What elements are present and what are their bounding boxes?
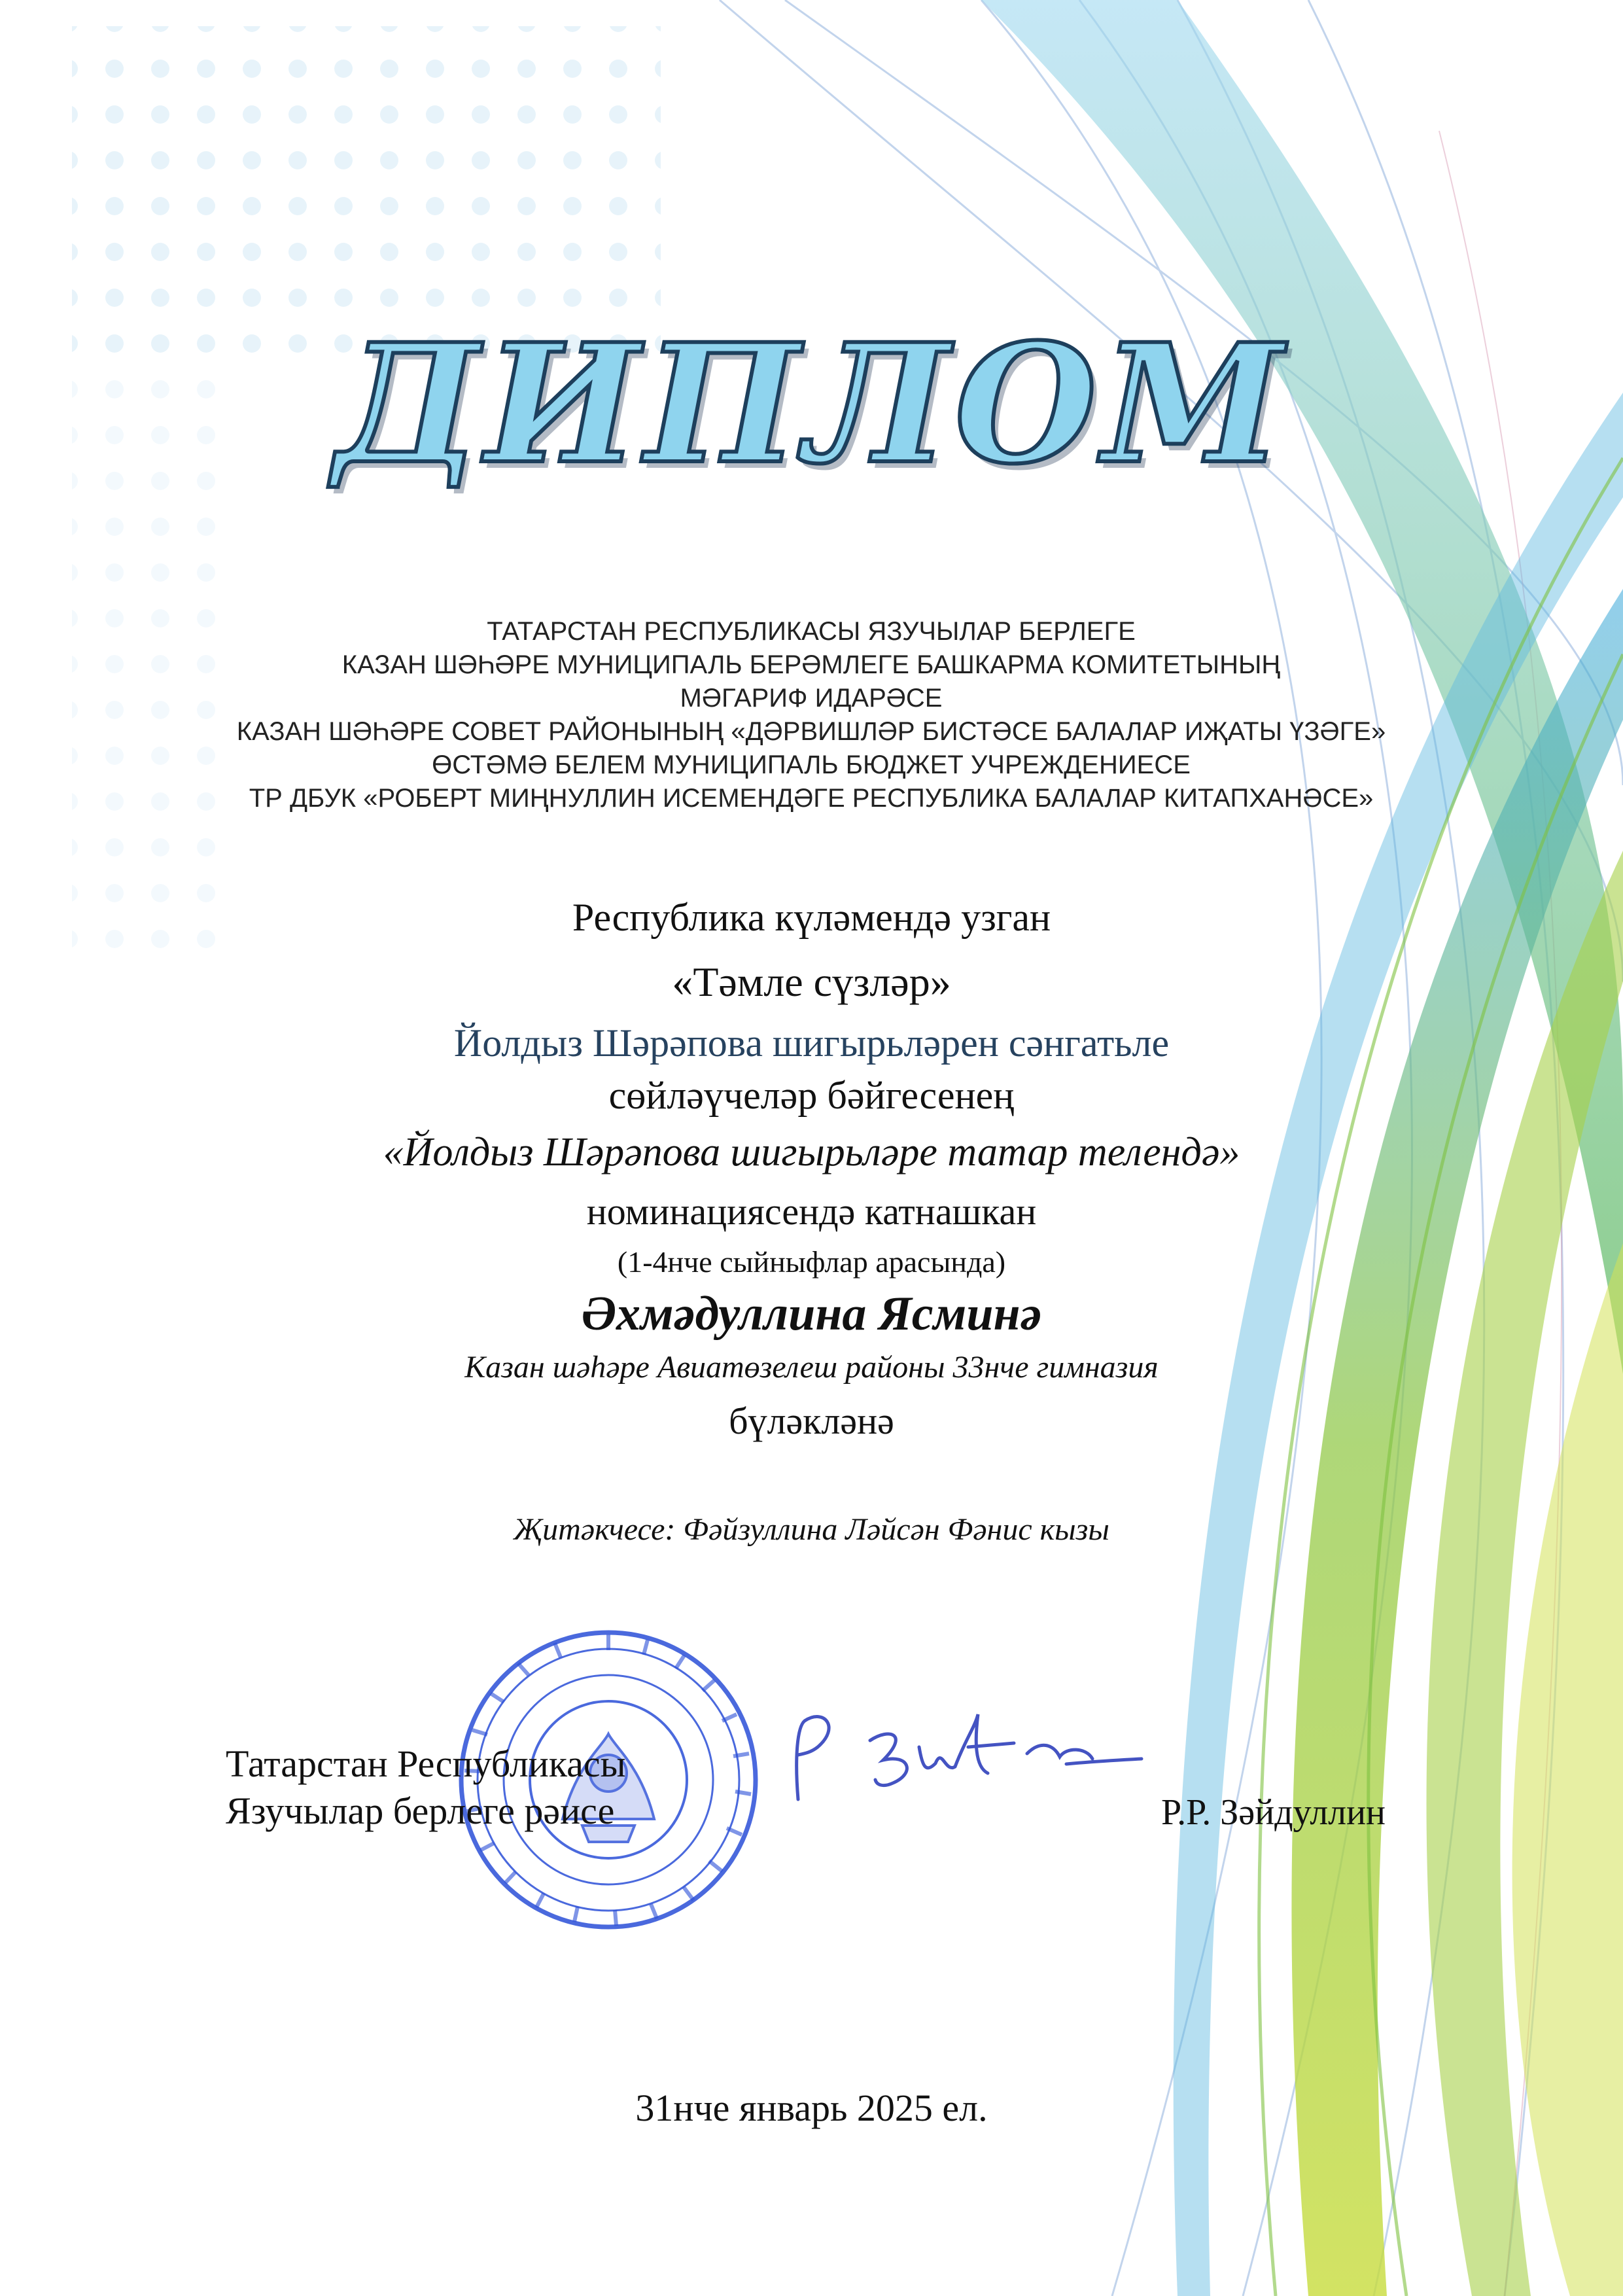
organization-line: ТР ДБУК «РОБЕРТ МИҢНУЛЛИН ИСЕМЕНДӘГЕ РЕСПУБЛИКА БАЛАЛАР КИТАПХАНӘСЕ»: [249, 784, 1374, 813]
organization-line: КАЗАН ШӘҺӘРЕ МУНИЦИПАЛЬ БЕРӘМЛЕГЕ БАШКАРМА КОМИТЕТЫНЫҢ: [341, 650, 1281, 679]
organization-line: МӘГАРИФ ИДАРӘСЕ: [680, 684, 943, 713]
contest-description-2: сөйләүчеләр бәйгесенең: [608, 1074, 1015, 1117]
signatory-position-line1: Татарстан Республикасы: [226, 1742, 626, 1785]
recipient-name: Әхмәдуллина Ясминә: [581, 1287, 1042, 1341]
signatory-position-line2: Язучылар берлеге рәисе: [226, 1790, 615, 1832]
signatory-position: [226, 1740, 626, 1835]
handwritten-signature: [778, 1701, 1145, 1819]
organization-line: ТАТАРСТАН РЕСПУБЛИКАСЫ ЯЗУЧЫЛАР БЕРЛЕГЕ: [487, 617, 1136, 646]
nomination-name: «Йолдыз Шәрәпова шигырьләре татар телендә»: [383, 1130, 1240, 1174]
scope-line: Республика күләмендә узган: [572, 896, 1051, 939]
contest-description: Йолдыз Шәрәпова шигырьләрен сәнгатьле: [453, 1021, 1170, 1065]
awarded-line: бүләкләнә: [729, 1400, 894, 1442]
signatory-name: Р.Р. Зәйдуллин: [1161, 1792, 1386, 1833]
participation-line: номинациясендә катнашкан: [586, 1190, 1037, 1233]
issue-date: 31нче январь 2025 ел.: [635, 2087, 988, 2129]
organization-line: КАЗАН ШӘҺӘРЕ СОВЕТ РАЙОНЫНЫҢ «ДӘРВИШЛӘР БИСТӘСЕ БАЛАЛАР ИҖАТЫ ҮЗӘГЕ»: [236, 717, 1386, 746]
grade-range: (1-4нче сыйныфлар арасында): [617, 1245, 1006, 1279]
contest-name: «Тәмле сүзләр»: [672, 959, 951, 1005]
diploma-title: ДИПЛОМ: [334, 308, 1289, 500]
recipient-school: Казан шәһәре Авиатөзелеш районы 33нче гимназия: [464, 1350, 1159, 1385]
supervisor-line: Җитәкчесе: Фәйзуллина Ләйсән Фәнис кызы: [514, 1512, 1109, 1547]
organizations-header: [216, 615, 1406, 815]
organization-line: ӨСТӘМӘ БЕЛЕМ МУНИЦИПАЛЬ БЮДЖЕТ УЧРЕЖДЕНИЕСЕ: [432, 751, 1191, 779]
